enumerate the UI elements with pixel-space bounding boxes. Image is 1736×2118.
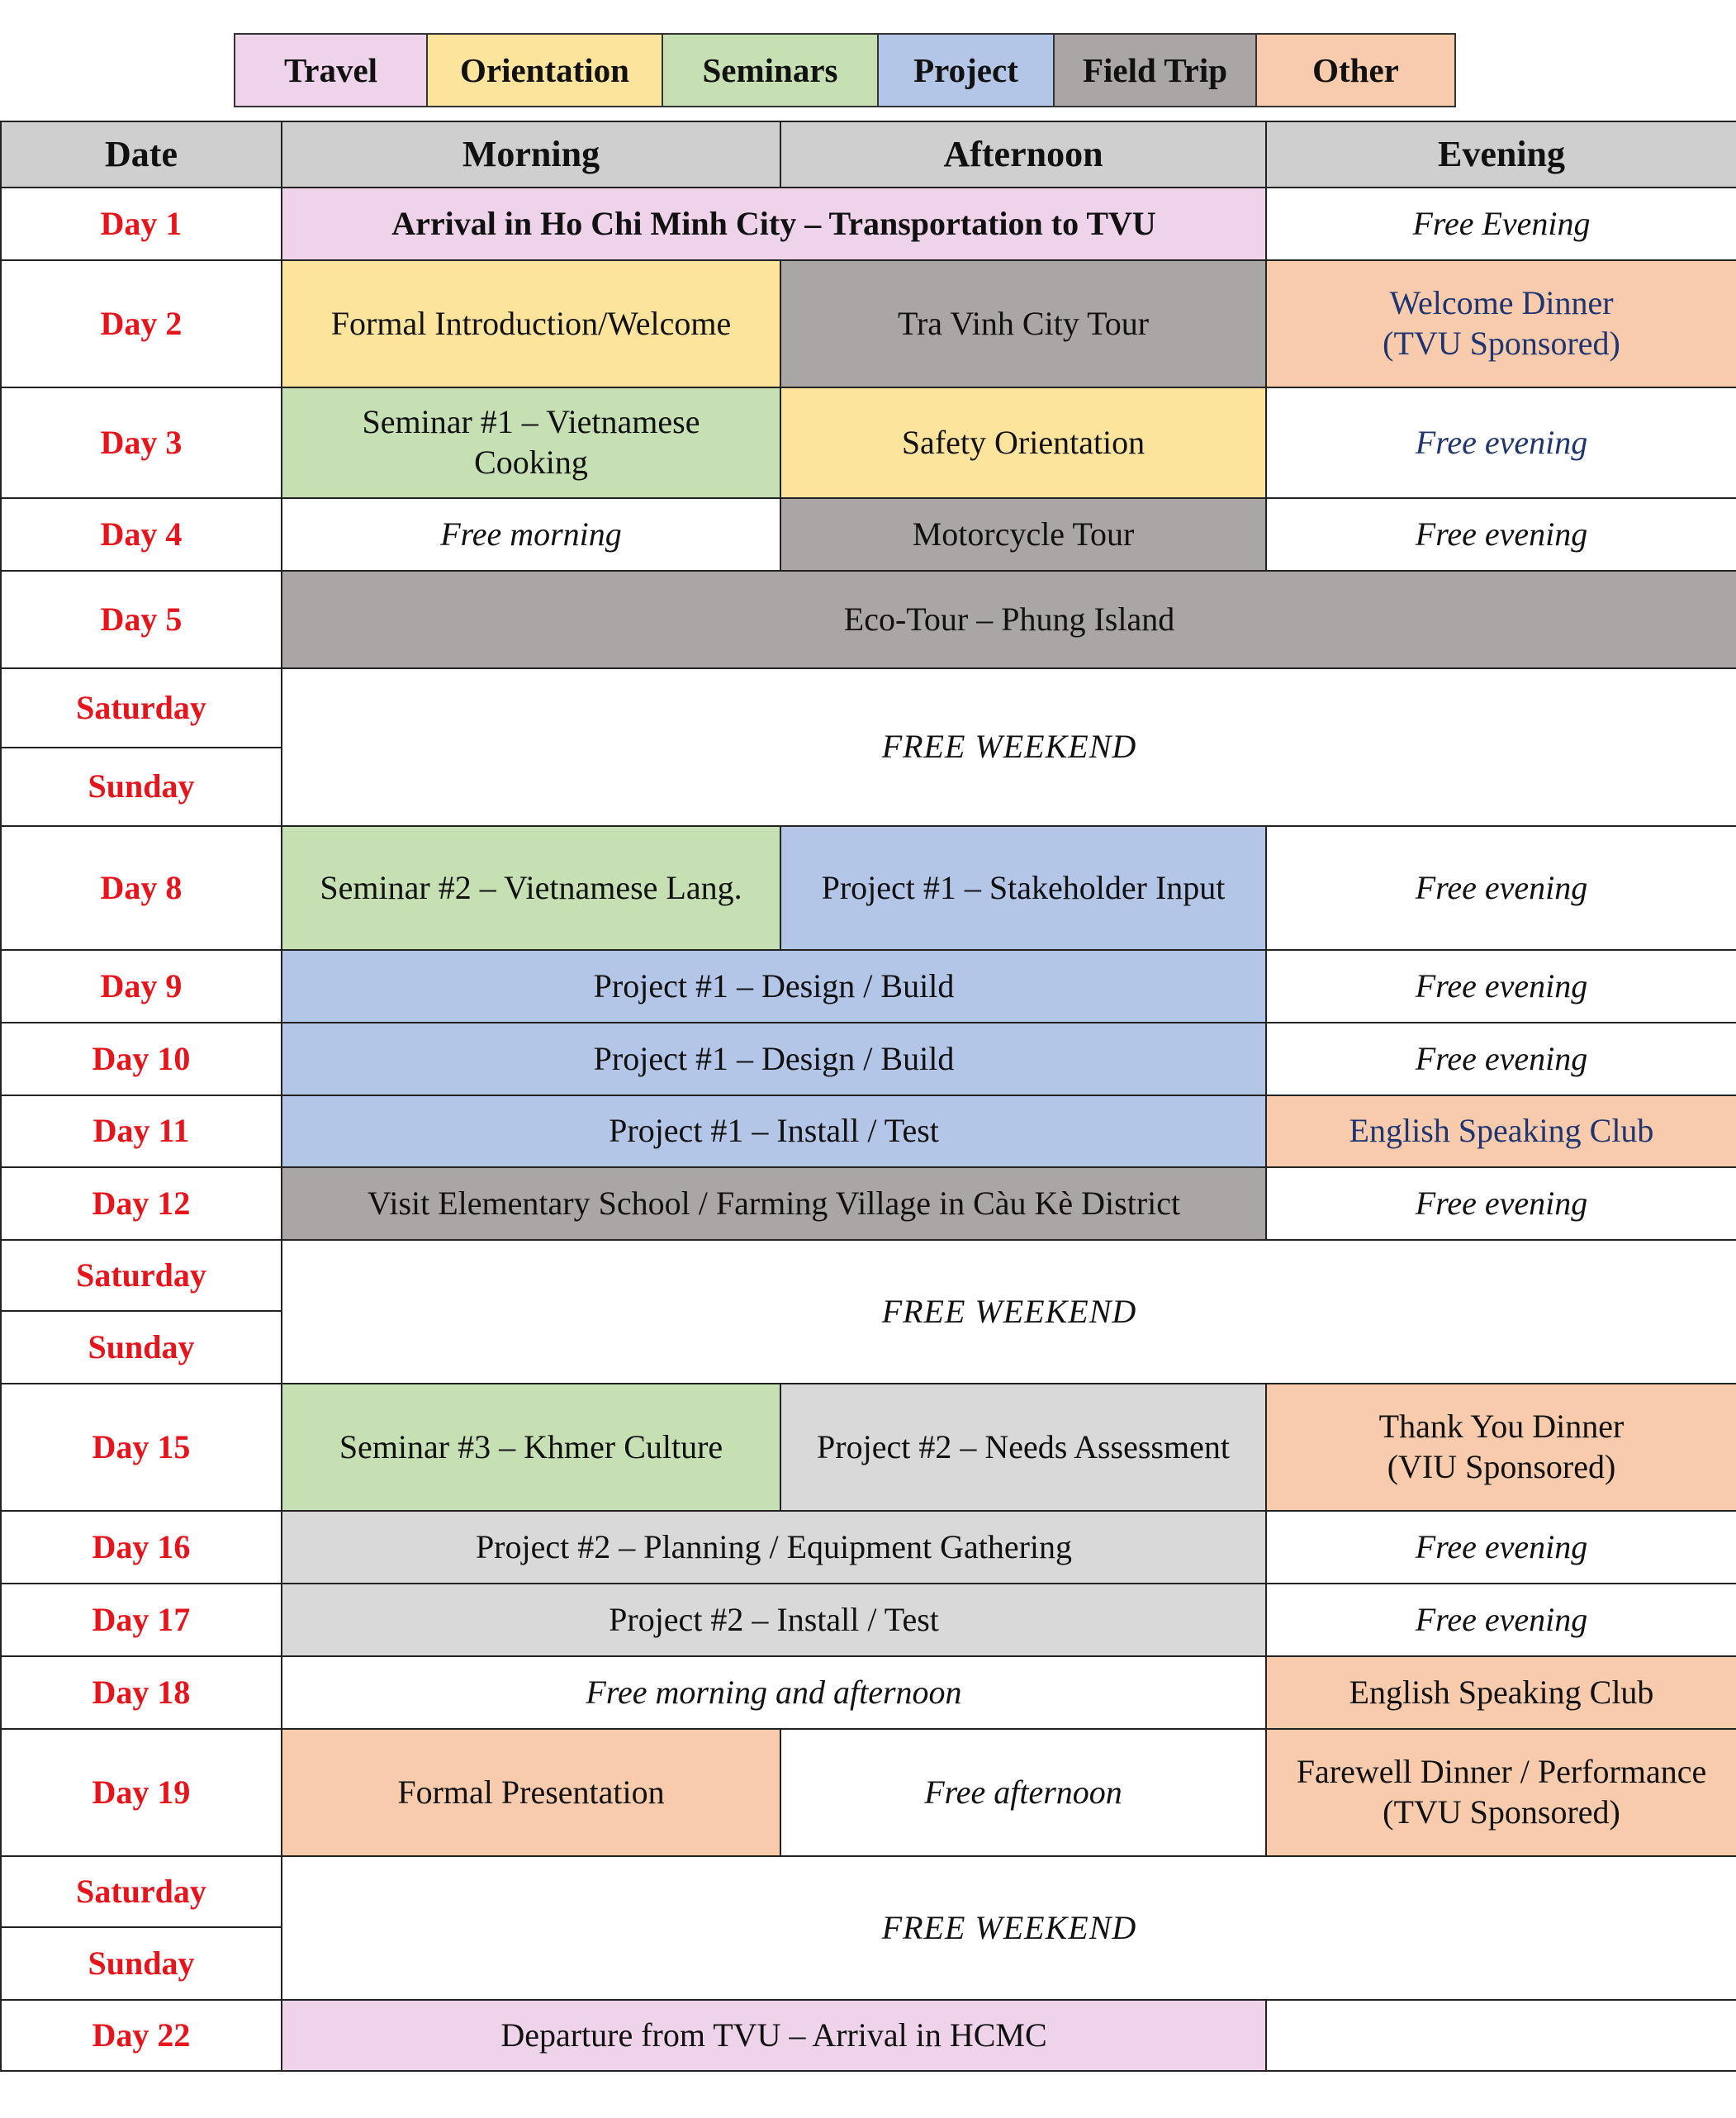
legend-orientation: Orientation [428,35,663,106]
table-row [1,1729,1736,1856]
date-cell: Sunday [1,748,282,826]
activity-cell: Project #2 – Install / Test [282,1584,1266,1656]
legend [234,33,1456,107]
schedule-table [0,121,1736,2072]
table-row [1,1656,1736,1729]
evening-cell: Free evening [1266,950,1736,1023]
date-cell: Day 5 [1,571,282,668]
date-cell: Day 10 [1,1023,282,1095]
table-row [1,1023,1736,1095]
table-row [1,387,1736,498]
evening-line: Thank You Dinner [1378,1408,1625,1446]
evening-cell: Free evening [1266,826,1736,950]
activity-cell: Seminar #3 – Khmer Culture [282,1384,780,1511]
date-cell: Day 4 [1,498,282,571]
activity-cell: Project #1 – Design / Build [282,1023,1266,1095]
evening-cell [1266,2000,1736,2071]
date-cell: Day 9 [1,950,282,1023]
table-row [1,498,1736,571]
legend-travel: Travel [235,35,428,106]
activity-cell: Formal Presentation [282,1729,780,1856]
date-cell: Day 8 [1,826,282,950]
activity-cell: Motorcycle Tour [780,498,1266,571]
table-row [1,571,1736,668]
evening-line: (TVU Sponsored) [1383,1793,1620,1831]
legend-seminars: Seminars [663,35,879,106]
table-row [1,260,1736,387]
activity-cell: Visit Elementary School / Farming Village in Càu Kè District [282,1167,1266,1240]
table-row [1,188,1736,260]
evening-line: Farewell Dinner / Performance [1296,1753,1707,1791]
evening-cell: English Speaking Club [1266,1095,1736,1167]
evening-cell: Free evening [1266,1511,1736,1584]
evening-cell: Free evening [1266,387,1736,498]
evening-cell: Free evening [1266,1584,1736,1656]
activity-cell: Project #1 – Stakeholder Input [780,826,1266,950]
table-row [1,1511,1736,1584]
legend-field-trip: Field Trip [1055,35,1257,106]
header-row [1,121,1736,188]
evening-cell: Free evening [1266,1167,1736,1240]
weekend-cell: FREE WEEKEND [282,668,1736,826]
table-row [1,1856,1736,1927]
evening-cell [1266,260,1736,387]
activity-cell: Seminar #2 – Vietnamese Lang. [282,826,780,950]
legend-project: Project [879,35,1055,106]
date-cell: Sunday [1,1311,282,1384]
header-evening: Evening [1266,121,1736,188]
activity-cell: Project #2 – Planning / Equipment Gathering [282,1511,1266,1584]
date-cell: Day 3 [1,387,282,498]
date-cell: Saturday [1,1856,282,1927]
date-cell: Day 17 [1,1584,282,1656]
weekend-cell: FREE WEEKEND [282,1240,1736,1384]
evening-cell: English Speaking Club [1266,1656,1736,1729]
evening-line: (TVU Sponsored) [1383,325,1620,362]
activity-cell: Departure from TVU – Arrival in HCMC [282,2000,1266,2071]
date-cell: Day 11 [1,1095,282,1167]
date-cell: Day 12 [1,1167,282,1240]
date-cell: Saturday [1,668,282,748]
date-cell: Saturday [1,1240,282,1311]
activity-cell: Seminar #1 – Vietnamese Cooking [282,387,780,498]
evening-line: Welcome Dinner [1389,284,1614,322]
activity-cell: Safety Orientation [780,387,1266,498]
table-row [1,1240,1736,1311]
table-row [1,1095,1736,1167]
table-row [1,2000,1736,2071]
activity-cell: Eco-Tour – Phung Island [282,571,1736,668]
date-cell: Day 22 [1,2000,282,2071]
date-cell: Day 18 [1,1656,282,1729]
evening-line: (VIU Sponsored) [1387,1448,1616,1485]
activity-cell: Arrival in Ho Chi Minh City – Transportation to TVU [282,188,1266,260]
evening-cell [1266,1729,1736,1856]
date-cell: Day 15 [1,1384,282,1511]
evening-cell: Free evening [1266,1023,1736,1095]
legend-other: Other [1257,35,1454,106]
activity-cell: Formal Introduction/Welcome [282,260,780,387]
date-cell: Day 1 [1,188,282,260]
table-row [1,1384,1736,1511]
table-row [1,1167,1736,1240]
activity-cell: Project #1 – Design / Build [282,950,1266,1023]
weekend-cell: FREE WEEKEND [282,1856,1736,2000]
date-cell: Day 2 [1,260,282,387]
activity-cell: Free morning [282,498,780,571]
date-cell: Day 16 [1,1511,282,1584]
header-date: Date [1,121,282,188]
activity-cell: Project #2 – Needs Assessment [780,1384,1266,1511]
header-morning: Morning [282,121,780,188]
table-row [1,826,1736,950]
activity-cell: Free afternoon [780,1729,1266,1856]
evening-cell: Free evening [1266,498,1736,571]
date-cell: Day 19 [1,1729,282,1856]
activity-cell: Free morning and afternoon [282,1656,1266,1729]
evening-cell: Free Evening [1266,188,1736,260]
header-afternoon: Afternoon [780,121,1266,188]
date-cell: Sunday [1,1927,282,2000]
evening-cell [1266,1384,1736,1511]
table-row [1,950,1736,1023]
activity-cell: Project #1 – Install / Test [282,1095,1266,1167]
activity-cell: Tra Vinh City Tour [780,260,1266,387]
table-row [1,668,1736,748]
table-row [1,1584,1736,1656]
